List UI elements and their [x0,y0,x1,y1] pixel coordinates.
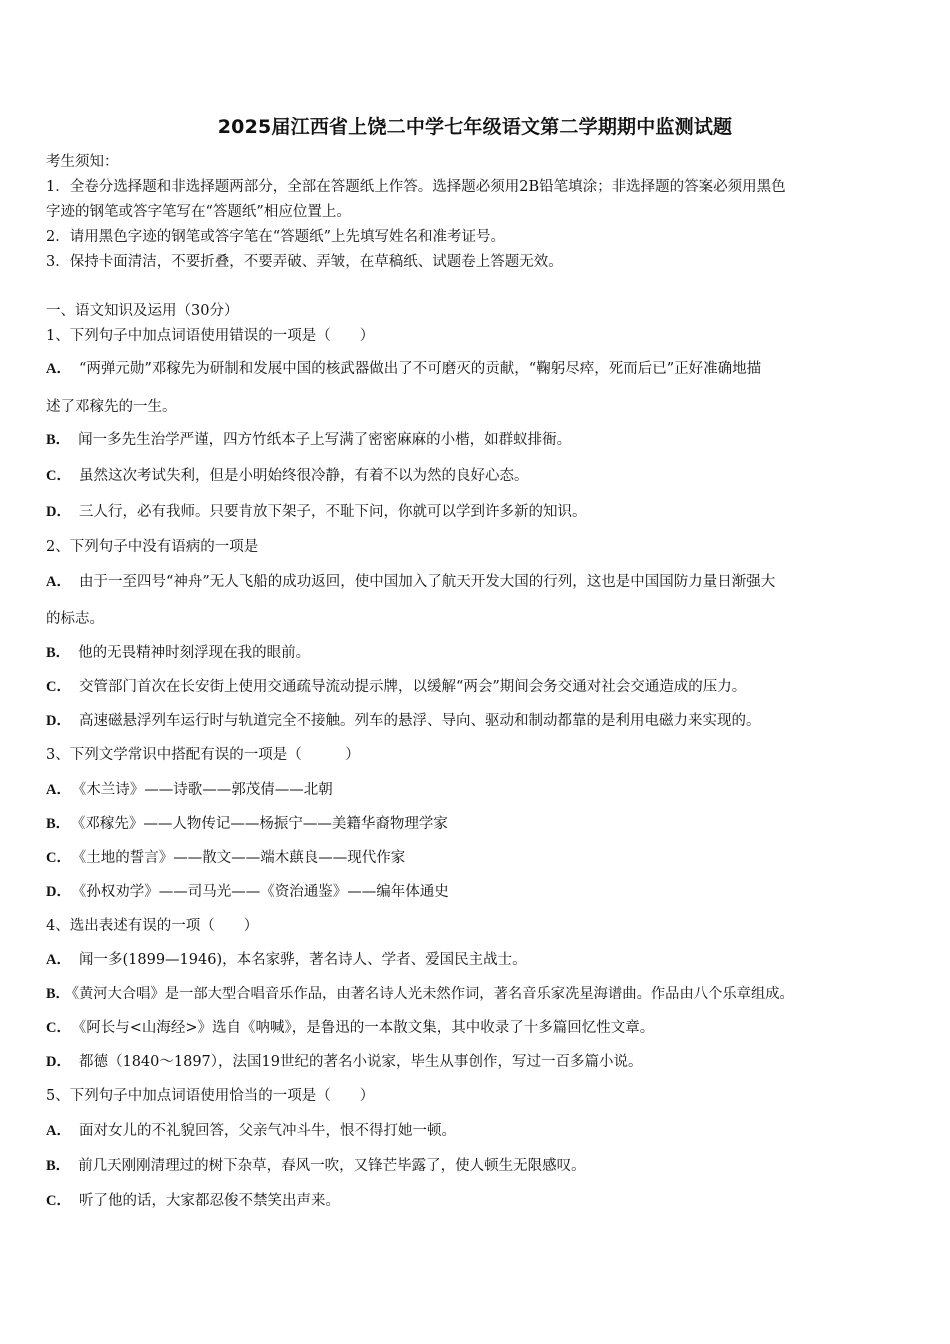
option [46,1191,340,1211]
option-text: 前几天刚刚清理过的树下杂草，春风一吹，又锋芒毕露了，使人顿生无限感叹。 [78,1158,586,1174]
question-stem: 4、选出表述有误的一项（ ） [46,918,259,934]
option [46,984,794,1004]
option-letter: A． [46,1123,71,1139]
option-letter: B． [46,1158,71,1174]
option-text: 高速磁悬浮列车运行时与轨道完全不接触。列车的悬浮、导向、驱动和制动都靠的是利用电磁力来实现的。 [78,713,761,729]
question-stem: 1、下列句子中加点词语使用错误的一项是（ ） [46,328,375,344]
option [46,882,449,902]
option-text: 《黄河大合唱》是一部大型合唱音乐作品，由著名诗人光未然作词，著名音乐家冼星海谱曲。作品由八个乐章组成。 [71,986,794,1002]
section-heading: 一、语文知识及运用（30分） [46,303,239,319]
option-letter: C． [46,1020,71,1036]
notice-item: 3．保持卡面清洁，不要折叠，不要弄破、弄皱，在草稿纸、试题卷上答题无效。 [46,254,563,270]
option-text: 《木兰诗》——诗歌——郭茂倩——北朝 [78,782,333,798]
option-text: 三人行，必有我师。只要肯放下架子，不耻下问，你就可以学到许多新的知识。 [78,504,587,520]
option-letter: B． [46,645,71,661]
question-stem: 5、下列句子中加点词语使用恰当的一项是（ ） [46,1088,375,1104]
option-text: 《孙权劝学》——司马光——《资治通鉴》——编年体通史 [78,884,449,900]
option [46,677,746,697]
option-letter: D． [46,884,71,900]
notice-item: 1．全卷分选择题和非选择题两部分，全部在答题纸上作答。选择题必须用2B铅笔填涂；非选择题的答案必须用黑色 [46,179,786,195]
option-text: 面对女儿的不礼貌回答，父亲气冲斗牛，恨不得打她一顿。 [78,1123,456,1139]
option [46,1121,456,1141]
option [46,1018,654,1038]
option-letter: B． [46,816,71,832]
option-text: 由于一至四号“神舟”无人飞船的成功返回，使中国加入了航天开发大国的行列，这也是中国国防力量日渐强大 [78,574,776,590]
option [46,711,760,731]
option-continuation: 述了邓稼先的一生。 [46,399,177,415]
question-stem: 3、下列文学常识中搭配有误的一项是（ ） [46,747,360,763]
option-letter: D． [46,713,71,729]
option-continuation: 的标志。 [46,611,104,627]
option [46,814,448,834]
option-text: “两弹元勋”邓稼先为研制和发展中国的核武器做出了不可磨灭的贡献，“鞠躬尽瘁，死而后已”正好准确地描 [78,361,762,377]
option-text: 闻一多先生治学严谨，四方竹纸本子上写满了密密麻麻的小楷，如群蚁排衙。 [78,432,572,448]
option-letter: D． [46,1054,71,1070]
option [46,950,527,970]
option-text: 《阿长与<山海经>》选自《呐喊》，是鲁迅的一本散文集，其中收录了十多篇回忆性文章。 [78,1020,655,1036]
option-letter: C． [46,679,71,695]
option-letter: A． [46,782,71,798]
option-letter: A． [46,361,71,377]
option-letter: C． [46,850,71,866]
notice-heading: 考生须知： [46,154,119,170]
notice-item: 2．请用黑色字迹的钢笔或答字笔在“答题纸”上先填写姓名和准考证号。 [46,229,506,245]
option-letter: C． [46,1193,71,1209]
option-text: 他的无畏精神时刻浮现在我的眼前。 [78,645,311,661]
option [46,780,333,800]
option-letter: C． [46,468,71,484]
option-letter: D． [46,504,71,520]
option-letter: A． [46,952,71,968]
notice-item: 字迹的钢笔或答字笔写在“答题纸”相应位置上。 [46,204,351,220]
option [46,1156,586,1176]
option-text: 都德（1840～1897），法国19世纪的著名小说家，毕生从事创作，写过一百多篇小说。 [78,1054,643,1070]
option-text: 交管部门首次在长安街上使用交通疏导流动提示牌，以缓解“两会”期间会务交通对社会交通造成的压力。 [78,679,747,695]
page-title: 2025届江西省上饶二中学七年级语文第二学期期中监测试题 [217,116,733,138]
option [46,848,405,868]
option-text: 《邓稼先》——人物传记——杨振宁——美籍华裔物理学家 [78,816,448,832]
option [46,359,761,379]
option-letter: B． [46,432,71,448]
option-text: 《土地的誓言》——散文——端木蕻良——现代作家 [78,850,406,866]
option-text: 虽然这次考试失利，但是小明始终很冷静，有着不以为然的良好心态。 [78,468,529,484]
option-letter: A． [46,574,71,590]
option [46,466,528,486]
option [46,643,310,663]
option [46,1052,643,1072]
option [46,430,571,450]
option-letter: B． [46,986,70,1002]
option [46,572,775,592]
question-stem: 2、下列句子中没有语病的一项是 [46,539,259,555]
option-text: 听了他的话，大家都忍俊不禁笑出声来。 [78,1193,340,1209]
option-text: 闻一多(1899—1946)，本名家骅，著名诗人、学者、爱国民主战士。 [78,952,527,968]
option [46,502,586,522]
